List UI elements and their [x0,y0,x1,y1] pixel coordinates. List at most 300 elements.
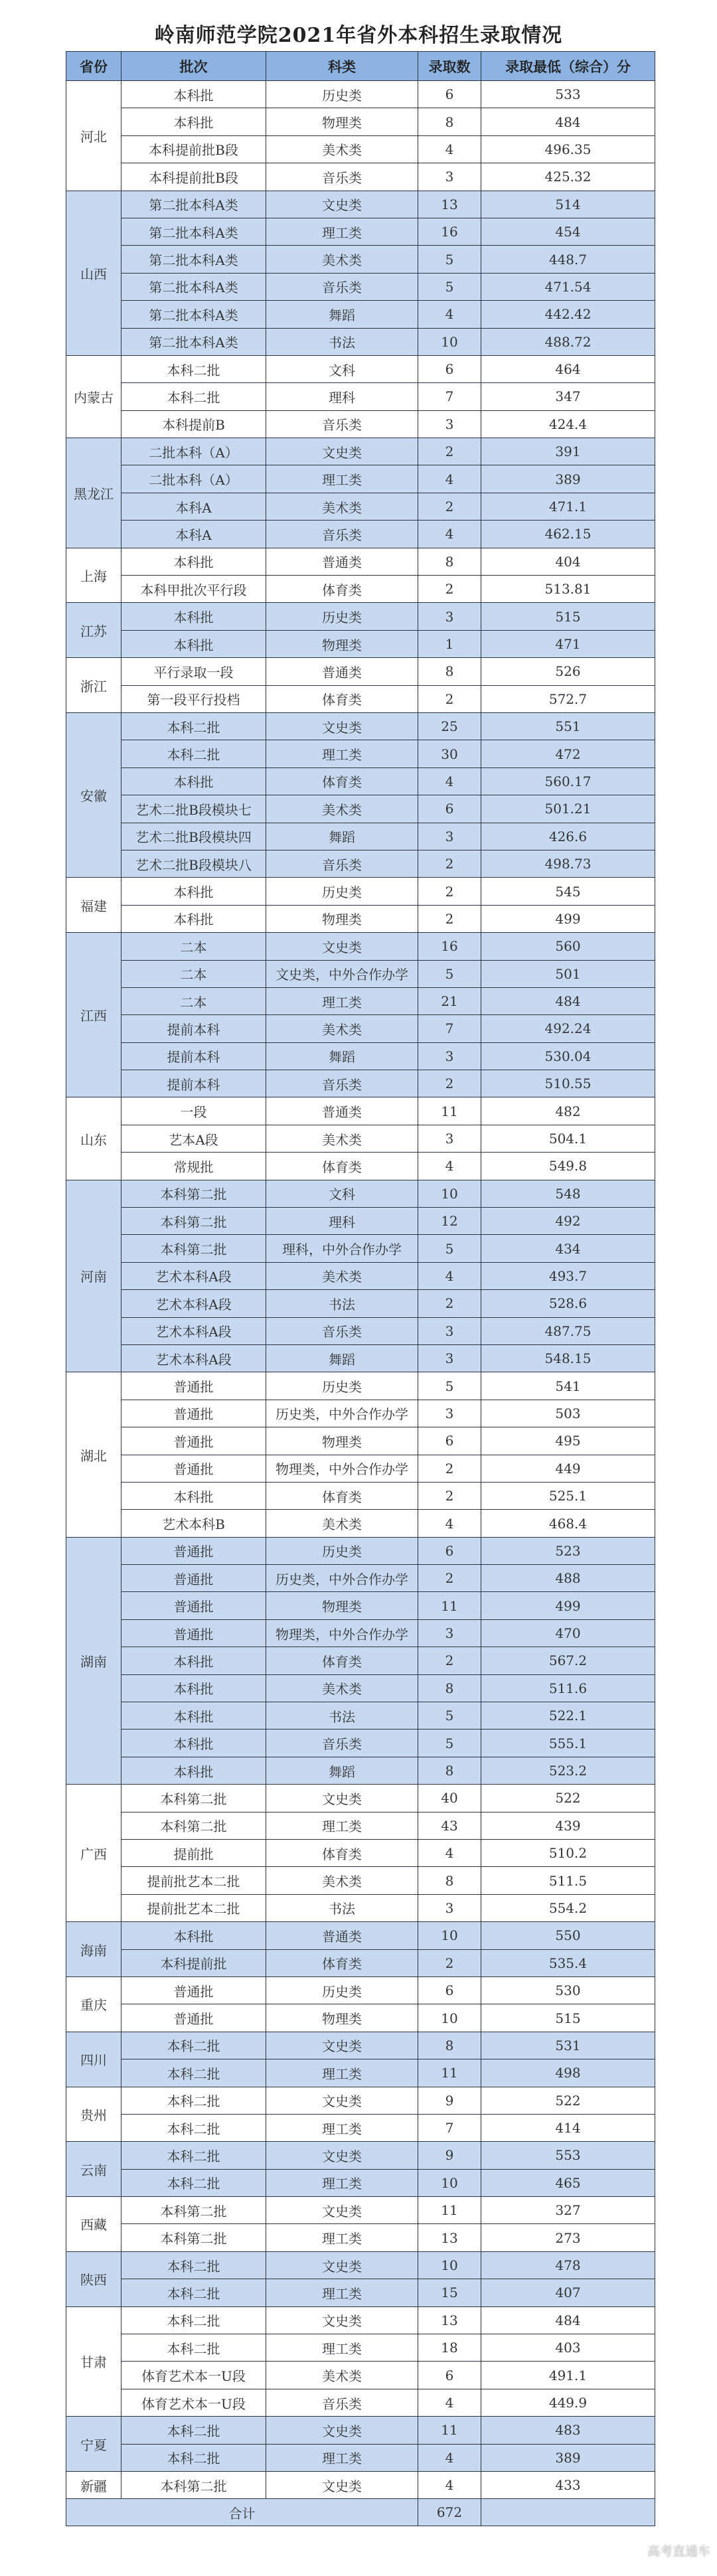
min-score-cell: 491.1 [481,2362,655,2389]
min-score-cell: 572.7 [481,685,655,712]
table-row [66,2087,655,2114]
batch-cell: 本科第二批 [121,1208,266,1235]
table-row [66,548,655,575]
header-category: 科类 [266,52,418,81]
min-score-cell: 484 [481,108,655,135]
category-cell: 历史类，中外合作办学 [266,1400,418,1427]
total-row [66,2499,655,2526]
count-cell: 2 [418,576,481,603]
table-body [66,81,655,2499]
count-cell: 2 [418,1455,481,1482]
category-cell: 理工类 [266,2224,418,2251]
category-cell: 历史类 [266,1372,418,1400]
count-cell: 8 [418,548,481,575]
batch-cell: 普通批 [121,1372,266,1400]
category-cell: 体育类 [266,1647,418,1674]
min-score-cell: 389 [481,2444,655,2471]
min-score-cell: 434 [481,1235,655,1262]
category-cell: 音乐类 [266,273,418,300]
batch-cell: 本科二批 [121,2334,266,2362]
min-score-cell: 439 [481,1812,655,1839]
category-cell: 物理类 [266,1592,418,1619]
table-row [66,987,655,1014]
count-cell: 25 [418,712,481,740]
min-score-cell: 454 [481,218,655,245]
batch-cell: 本科批 [121,1757,266,1784]
table-row [66,933,655,960]
province-cell: 浙江 [66,658,121,713]
category-cell: 美术类 [266,1015,418,1042]
min-score-cell: 433 [481,2471,655,2498]
min-score-cell: 501 [481,960,655,987]
province-cell: 内蒙古 [66,355,121,438]
min-score-cell: 482 [481,1097,655,1125]
province-cell: 湖南 [66,1537,121,1785]
category-cell: 物理类 [266,1427,418,1455]
province-cell: 宁夏 [66,2417,121,2472]
batch-cell: 本科提前批B段 [121,163,266,191]
table-row [66,2389,655,2416]
count-cell: 2 [418,878,481,905]
watermark: 高考直通车 [647,2544,710,2559]
category-cell: 理工类 [266,2059,418,2087]
category-cell: 文史类 [266,933,418,960]
count-cell: 8 [418,1757,481,1784]
category-cell: 美术类 [266,1674,418,1702]
batch-cell: 二本 [121,933,266,960]
min-score-cell: 464 [481,355,655,382]
count-cell: 2 [418,1949,481,1976]
batch-cell: 本科第二批 [121,1785,266,1812]
province-cell: 陕西 [66,2251,121,2306]
min-score-cell: 550 [481,1922,655,1949]
table-row [66,1015,655,1042]
count-cell: 11 [418,2059,481,2087]
min-score-cell: 462.15 [481,521,655,548]
count-cell: 40 [418,1785,481,1812]
table-row [66,1565,655,1592]
count-cell: 4 [418,1510,481,1537]
category-cell: 理工类 [266,2279,418,2306]
min-score-cell: 515 [481,603,655,630]
min-score-cell: 465 [481,2169,655,2196]
batch-cell: 本科A [121,521,266,548]
min-score-cell: 424.4 [481,410,655,438]
count-cell: 9 [418,2087,481,2114]
batch-cell: 提前本科 [121,1015,266,1042]
min-score-cell: 449 [481,1455,655,1482]
min-score-cell: 545 [481,878,655,905]
province-cell: 江西 [66,933,121,1097]
count-cell: 6 [418,1537,481,1564]
header-min-score: 录取最低（综合）分 [481,52,655,81]
count-cell: 5 [418,1702,481,1730]
category-cell: 体育类 [266,1482,418,1509]
category-cell: 物理类 [266,630,418,657]
count-cell: 10 [418,1922,481,1949]
batch-cell: 第二批本科A类 [121,218,266,245]
min-score-cell: 471.1 [481,493,655,520]
min-score-cell: 442.42 [481,301,655,328]
batch-cell: 常规批 [121,1153,266,1180]
count-cell: 10 [418,1180,481,1207]
category-cell: 美术类 [266,1867,418,1894]
count-cell: 2 [418,493,481,520]
province-cell: 重庆 [66,1976,121,2032]
table-row [66,383,655,410]
batch-cell: 第二批本科A类 [121,301,266,328]
category-cell: 美术类 [266,493,418,520]
table-row [66,823,655,850]
count-cell: 4 [418,767,481,795]
count-cell: 3 [418,1125,481,1152]
batch-cell: 本科批 [121,1647,266,1674]
batch-cell: 本科第二批 [121,1235,266,1262]
province-cell: 四川 [66,2032,121,2087]
table-row [66,2471,655,2498]
batch-cell: 本科批 [121,905,266,932]
min-score-cell: 555.1 [481,1730,655,1757]
category-cell: 体育类 [266,767,418,795]
table-row [66,630,655,657]
table-row [66,1482,655,1509]
batch-cell: 本科二批 [121,2059,266,2087]
batch-cell: 普通批 [121,1427,266,1455]
count-cell: 10 [418,328,481,355]
min-score-cell: 347 [481,383,655,410]
batch-cell: 本科二批 [121,740,266,767]
category-cell: 文史类 [266,2087,418,2114]
count-cell: 4 [418,1153,481,1180]
min-score-cell: 501.21 [481,795,655,823]
table-row [66,1262,655,1289]
province-cell: 河北 [66,81,121,191]
table-row [66,1427,655,1455]
batch-cell: 二批本科（A） [121,465,266,493]
min-score-cell: 493.7 [481,1262,655,1289]
count-cell: 4 [418,465,481,493]
category-cell: 理工类 [266,2334,418,2362]
table-row [66,493,655,520]
table-row [66,2334,655,2362]
table-row [66,767,655,795]
table-row [66,2059,655,2087]
province-cell: 广西 [66,1785,121,1922]
category-cell: 体育类 [266,576,418,603]
batch-cell: 本科批 [121,1922,266,1949]
table-row [66,905,655,932]
min-score-cell: 554.2 [481,1894,655,1921]
category-cell: 文史类，中外合作办学 [266,960,418,987]
table-row [66,163,655,191]
count-cell: 7 [418,1015,481,1042]
header-batch: 批次 [121,52,266,81]
table-row [66,438,655,465]
batch-cell: 艺术本科A段 [121,1317,266,1344]
table-row [66,878,655,905]
table-row [66,1592,655,1619]
table-row [66,2306,655,2334]
category-cell: 音乐类 [266,2389,418,2416]
min-score-cell: 484 [481,2306,655,2334]
table-row [66,1785,655,1812]
count-cell: 5 [418,960,481,987]
total-count: 672 [418,2499,481,2526]
count-cell: 3 [418,1042,481,1070]
count-cell: 2 [418,1070,481,1097]
batch-cell: 本科二批 [121,2142,266,2169]
table-row [66,246,655,273]
category-cell: 美术类 [266,135,418,163]
batch-cell: 提前本科 [121,1042,266,1070]
count-cell: 4 [418,1262,481,1289]
batch-cell: 二本 [121,960,266,987]
table-row [66,81,655,108]
min-score-cell: 448.7 [481,246,655,273]
batch-cell: 艺术二批B段模块四 [121,823,266,850]
table-row [66,1840,655,1867]
min-score-cell: 404 [481,548,655,575]
min-score-cell: 530 [481,1976,655,2004]
min-score-cell: 535.4 [481,1949,655,1976]
category-cell: 文科 [266,1180,418,1207]
count-cell: 6 [418,81,481,108]
batch-cell: 本科第二批 [121,2471,266,2498]
batch-cell: 本科批 [121,603,266,630]
count-cell: 10 [418,2169,481,2196]
count-cell: 13 [418,191,481,218]
category-cell: 历史类 [266,603,418,630]
count-cell: 7 [418,2114,481,2141]
min-score-cell: 425.32 [481,163,655,191]
batch-cell: 二批本科（A） [121,438,266,465]
category-cell: 历史类 [266,1537,418,1564]
table-row [66,355,655,382]
table-row [66,576,655,603]
min-score-cell: 522 [481,2087,655,2114]
batch-cell: 本科二批 [121,712,266,740]
batch-cell: 本科批 [121,81,266,108]
min-score-cell: 492.24 [481,1015,655,1042]
count-cell: 43 [418,1812,481,1839]
table-row [66,795,655,823]
batch-cell: 本科二批 [121,2306,266,2334]
min-score-cell: 470 [481,1619,655,1647]
min-score-cell: 511.6 [481,1674,655,1702]
count-cell: 2 [418,1565,481,1592]
total-label: 合计 [66,2499,418,2526]
category-cell: 美术类 [266,1125,418,1152]
min-score-cell: 523 [481,1537,655,1564]
province-cell: 黑龙江 [66,438,121,548]
table-row [66,465,655,493]
count-cell: 6 [418,795,481,823]
table-row [66,1647,655,1674]
category-cell: 文史类 [266,191,418,218]
count-cell: 2 [418,1482,481,1509]
total-empty [481,2499,655,2526]
category-cell: 理科 [266,383,418,410]
batch-cell: 提前批 [121,1840,266,1867]
category-cell: 舞蹈 [266,1344,418,1372]
category-cell: 音乐类 [266,410,418,438]
count-cell: 4 [418,2389,481,2416]
batch-cell: 本科批 [121,630,266,657]
table-row [66,685,655,712]
category-cell: 物理类 [266,905,418,932]
category-cell: 音乐类 [266,521,418,548]
min-score-cell: 548.15 [481,1344,655,1372]
min-score-cell: 407 [481,2279,655,2306]
category-cell: 历史类 [266,878,418,905]
category-cell: 音乐类 [266,850,418,877]
count-cell: 5 [418,1372,481,1400]
batch-cell: 体育艺术本一U段 [121,2389,266,2416]
category-cell: 体育类 [266,685,418,712]
min-score-cell: 510.55 [481,1070,655,1097]
table-row [66,2279,655,2306]
min-score-cell: 273 [481,2224,655,2251]
min-score-cell: 483 [481,2417,655,2444]
count-cell: 6 [418,1427,481,1455]
category-cell: 文史类 [266,1785,418,1812]
batch-cell: 普通批 [121,1400,266,1427]
batch-cell: 本科提前批 [121,1949,266,1976]
count-cell: 9 [418,2142,481,2169]
category-cell: 物理类，中外合作办学 [266,1455,418,1482]
province-cell: 安徽 [66,712,121,877]
batch-cell: 本科二批 [121,2251,266,2279]
table-row [66,740,655,767]
category-cell: 理工类 [266,740,418,767]
batch-cell: 本科第二批 [121,1812,266,1839]
batch-cell: 提前本科 [121,1070,266,1097]
count-cell: 2 [418,1290,481,1317]
count-cell: 3 [418,1894,481,1921]
min-score-cell: 551 [481,712,655,740]
category-cell: 理工类 [266,987,418,1014]
batch-cell: 提前批艺本二批 [121,1867,266,1894]
min-score-cell: 504.1 [481,1125,655,1152]
category-cell: 体育类 [266,1949,418,1976]
count-cell: 4 [418,1840,481,1867]
min-score-cell: 495 [481,1427,655,1455]
count-cell: 5 [418,273,481,300]
table-row [66,1097,655,1125]
table-row [66,1042,655,1070]
batch-cell: 本科提前B [121,410,266,438]
batch-cell: 普通批 [121,1565,266,1592]
count-cell: 3 [418,163,481,191]
table-row [66,1317,655,1344]
batch-cell: 本科二批 [121,2279,266,2306]
table-row [66,301,655,328]
category-cell: 文史类 [266,2032,418,2059]
count-cell: 2 [418,850,481,877]
batch-cell: 本科批 [121,548,266,575]
batch-cell: 第二批本科A类 [121,328,266,355]
count-cell: 2 [418,685,481,712]
category-cell: 书法 [266,328,418,355]
table-row [66,1344,655,1372]
min-score-cell: 525.1 [481,1482,655,1509]
category-cell: 文史类 [266,2197,418,2224]
min-score-cell: 426.6 [481,823,655,850]
batch-cell: 艺术二批B段模块七 [121,795,266,823]
count-cell: 2 [418,905,481,932]
batch-cell: 本科二批 [121,355,266,382]
category-cell: 音乐类 [266,1070,418,1097]
batch-cell: 本科第二批 [121,2197,266,2224]
min-score-cell: 560 [481,933,655,960]
count-cell: 11 [418,2417,481,2444]
count-cell: 4 [418,135,481,163]
min-score-cell: 514 [481,191,655,218]
category-cell: 文史类 [266,2306,418,2334]
table-row [66,2169,655,2196]
table-row [66,135,655,163]
category-cell: 理工类 [266,2169,418,2196]
batch-cell: 普通批 [121,1455,266,1482]
count-cell: 3 [418,603,481,630]
count-cell: 4 [418,301,481,328]
category-cell: 美术类 [266,795,418,823]
count-cell: 3 [418,1317,481,1344]
category-cell: 体育类 [266,1153,418,1180]
category-cell: 文史类 [266,2417,418,2444]
batch-cell: 本科二批 [121,2169,266,2196]
batch-cell: 艺术本科A段 [121,1290,266,1317]
count-cell: 16 [418,218,481,245]
min-score-cell: 492 [481,1208,655,1235]
batch-cell: 本科第二批 [121,1180,266,1207]
min-score-cell: 488.72 [481,328,655,355]
table-row [66,1922,655,1949]
count-cell: 13 [418,2224,481,2251]
min-score-cell: 496.35 [481,135,655,163]
header-province: 省份 [66,52,121,81]
count-cell: 5 [418,1730,481,1757]
table-row [66,658,655,685]
min-score-cell: 553 [481,2142,655,2169]
category-cell: 音乐类 [266,1730,418,1757]
table-row [66,2224,655,2251]
table-row [66,1290,655,1317]
count-cell: 3 [418,1400,481,1427]
min-score-cell: 513.81 [481,576,655,603]
table-row [66,1070,655,1097]
table-row [66,2417,655,2444]
batch-cell: 本科二批 [121,383,266,410]
category-cell: 舞蹈 [266,823,418,850]
batch-cell: 艺术本科A段 [121,1262,266,1289]
min-score-cell: 403 [481,2334,655,2362]
min-score-cell: 530.04 [481,1042,655,1070]
batch-cell: 本科A [121,493,266,520]
province-cell: 云南 [66,2142,121,2197]
table-row [66,2004,655,2032]
count-cell: 11 [418,1592,481,1619]
min-score-cell: 548 [481,1180,655,1207]
count-cell: 15 [418,2279,481,2306]
category-cell: 书法 [266,1702,418,1730]
min-score-cell: 499 [481,1592,655,1619]
province-cell: 新疆 [66,2471,121,2498]
min-score-cell: 499 [481,905,655,932]
table-row [66,1235,655,1262]
table-row [66,2032,655,2059]
count-cell: 5 [418,246,481,273]
